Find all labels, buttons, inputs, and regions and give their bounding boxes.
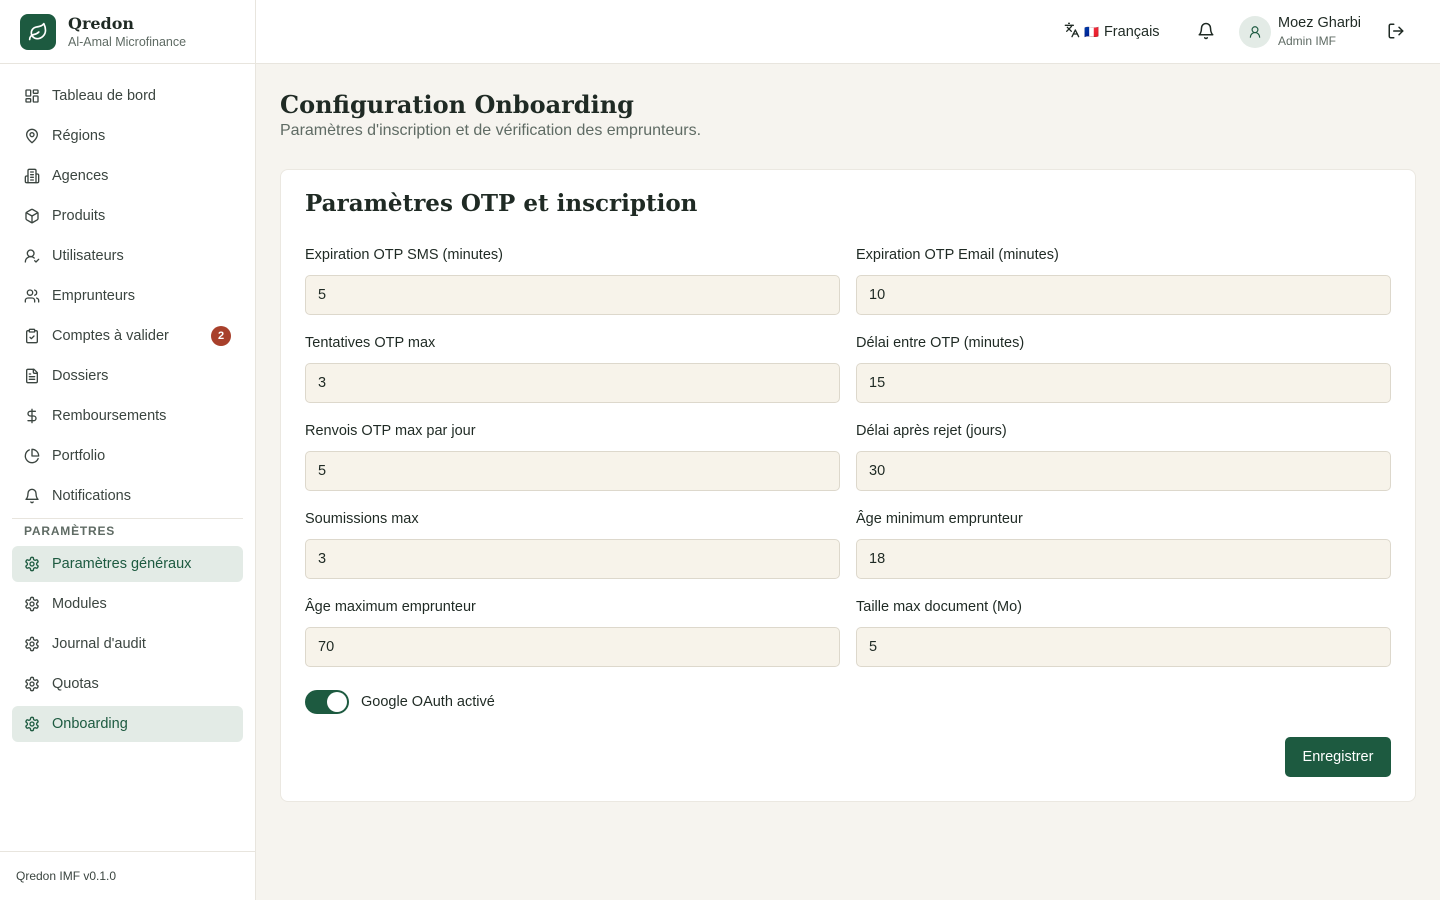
logout-icon[interactable] <box>1387 22 1407 42</box>
google-oauth-toggle[interactable] <box>305 690 349 714</box>
user-role: Admin IMF <box>1278 34 1337 48</box>
gear-icon <box>24 596 40 612</box>
dashboard-icon <box>24 88 40 104</box>
sidebar-item-label: Agences <box>52 168 109 184</box>
field-label: Délai entre OTP (minutes) <box>856 335 1025 351</box>
otp-sms-expiry-input[interactable] <box>305 275 840 315</box>
sidebar-item-journal-audit[interactable] <box>12 626 243 662</box>
field-label: Délai après rejet (jours) <box>856 423 1007 439</box>
otp-max-attempts-input[interactable] <box>305 363 840 403</box>
main-content <box>280 64 1416 765</box>
sidebar-item-label: Produits <box>52 208 106 224</box>
max-document-size-input[interactable] <box>856 627 1391 667</box>
field-min-age <box>856 509 1391 579</box>
field-otp-sms-expiry <box>305 245 840 315</box>
rejection-delay-input[interactable] <box>856 451 1391 491</box>
user-check-icon <box>24 248 40 264</box>
user-name: Moez Gharbi <box>1278 15 1362 31</box>
users-icon <box>24 288 40 304</box>
pending-count-badge: 2 <box>211 326 231 346</box>
sidebar-item-label: Tableau de bord <box>52 88 156 104</box>
sidebar-item-agences[interactable] <box>12 158 243 194</box>
sidebar-item-label: Journal d'audit <box>52 636 146 652</box>
google-oauth-label: Google OAuth activé <box>361 694 495 710</box>
field-otp-delay <box>856 333 1391 403</box>
dollar-icon <box>24 408 40 424</box>
sidebar-item-produits[interactable] <box>12 198 243 234</box>
min-age-input[interactable] <box>856 539 1391 579</box>
max-submissions-input[interactable] <box>305 539 840 579</box>
user-icon <box>1248 25 1262 39</box>
sidebar-item-dossiers[interactable] <box>12 358 243 394</box>
language-switcher[interactable] <box>1064 20 1160 44</box>
package-icon <box>24 208 40 224</box>
map-pin-icon <box>24 128 40 144</box>
gear-icon <box>24 636 40 652</box>
field-label: Soumissions max <box>305 511 419 527</box>
sidebar-nav <box>0 64 255 742</box>
field-label: Expiration OTP Email (minutes) <box>856 247 1059 263</box>
field-label: Tentatives OTP max <box>305 335 436 351</box>
toggle-knob <box>327 692 347 712</box>
app-version: Qredon IMF v0.1.0 <box>0 851 255 900</box>
sidebar-item-notifications[interactable] <box>12 478 243 514</box>
field-label: Renvois OTP max par jour <box>305 423 476 439</box>
bell-icon <box>24 488 40 504</box>
field-otp-max-attempts <box>305 333 840 403</box>
field-label: Expiration OTP SMS (minutes) <box>305 247 503 263</box>
translate-icon <box>1064 22 1080 42</box>
sidebar-item-label: Utilisateurs <box>52 248 124 264</box>
sidebar-item-modules[interactable] <box>12 586 243 622</box>
user-info <box>1278 14 1361 49</box>
gear-icon <box>24 556 40 572</box>
sidebar-item-label: Notifications <box>52 488 131 504</box>
card-title: Paramètres OTP et inscription <box>305 190 698 217</box>
sidebar-item-label: Remboursements <box>52 408 167 424</box>
sidebar-item-label: Paramètres généraux <box>52 556 192 572</box>
sidebar-item-emprunteurs[interactable] <box>12 278 243 314</box>
sidebar-item-label: Dossiers <box>52 368 109 384</box>
sidebar-item-label: Quotas <box>52 676 99 692</box>
field-label: Taille max document (Mo) <box>856 599 1022 615</box>
clipboard-check-icon <box>24 328 40 344</box>
save-button[interactable]: Enregistrer <box>1285 737 1391 777</box>
brand-subtitle: Al-Amal Microfinance <box>68 34 187 49</box>
gear-icon <box>24 676 40 692</box>
max-age-input[interactable] <box>305 627 840 667</box>
sidebar-item-remboursements[interactable] <box>12 398 243 434</box>
field-max-age <box>305 597 840 667</box>
field-max-submissions <box>305 509 840 579</box>
page-title: Configuration Onboarding <box>280 90 634 119</box>
sidebar <box>0 0 256 900</box>
otp-delay-input[interactable] <box>856 363 1391 403</box>
brand <box>0 0 255 64</box>
sidebar-item-label: Onboarding <box>52 716 128 732</box>
flag-fr-icon: 🇫🇷 <box>1084 25 1099 39</box>
brand-name: Qredon <box>68 13 135 33</box>
sidebar-item-tableau-de-bord[interactable] <box>12 78 243 114</box>
otp-resend-max-input[interactable] <box>305 451 840 491</box>
language-label: Français <box>1103 24 1160 40</box>
sidebar-item-quotas[interactable] <box>12 666 243 702</box>
sidebar-item-parametres-generaux[interactable] <box>12 546 243 582</box>
sidebar-item-portfolio[interactable] <box>12 438 243 474</box>
sidebar-item-regions[interactable] <box>12 118 243 154</box>
sidebar-item-comptes-a-valider[interactable] <box>12 318 243 354</box>
sidebar-item-utilisateurs[interactable] <box>12 238 243 274</box>
sidebar-item-label: Régions <box>52 128 106 144</box>
building-icon <box>24 168 40 184</box>
google-oauth-setting <box>305 690 495 714</box>
sidebar-item-label: Comptes à valider <box>52 328 169 344</box>
field-label: Âge minimum emprunteur <box>856 511 1023 527</box>
sidebar-section-label: PARAMÈTRES <box>24 524 116 538</box>
field-otp-resend-max <box>305 421 840 491</box>
sidebar-item-label: Portfolio <box>52 448 106 464</box>
notifications-bell-icon[interactable] <box>1197 22 1217 42</box>
gear-icon <box>24 716 40 732</box>
sidebar-item-onboarding[interactable] <box>12 706 243 742</box>
field-otp-email-expiry <box>856 245 1391 315</box>
page-subtitle: Paramètres d'inscription et de vérification des emprunteurs. <box>280 122 702 139</box>
otp-email-expiry-input[interactable] <box>856 275 1391 315</box>
pie-chart-icon <box>24 448 40 464</box>
avatar[interactable] <box>1239 16 1271 48</box>
file-text-icon <box>24 368 40 384</box>
top-header <box>256 0 1440 64</box>
sidebar-item-label: Modules <box>52 596 107 612</box>
leaf-icon <box>20 14 56 50</box>
field-rejection-delay <box>856 421 1391 491</box>
sidebar-item-label: Emprunteurs <box>52 288 136 304</box>
settings-card <box>280 169 1416 802</box>
field-label: Âge maximum emprunteur <box>305 599 476 615</box>
field-max-document-size <box>856 597 1391 667</box>
